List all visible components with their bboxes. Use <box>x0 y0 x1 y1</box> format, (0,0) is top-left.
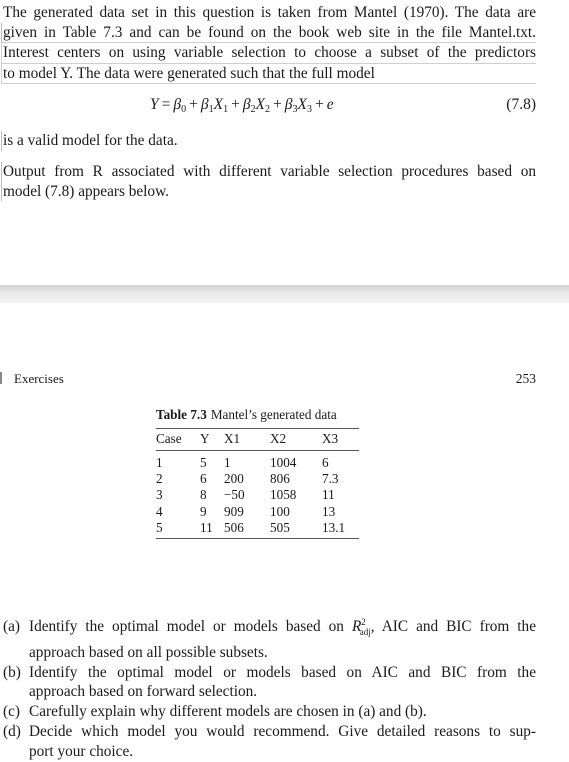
table-label: Table 7.3 <box>156 407 207 422</box>
cell-case: 3 <box>156 487 163 503</box>
question-d-label: (d) <box>3 722 21 740</box>
table-row <box>156 471 359 487</box>
cell-y: 6 <box>200 471 207 487</box>
eq-x2-sub: 2 <box>265 104 271 115</box>
eq-sub3: 3 <box>292 104 298 115</box>
col-header-x1: X1 <box>224 429 270 451</box>
cell-x2: 1058 <box>270 487 297 503</box>
data-table <box>156 428 359 539</box>
question-d <box>3 722 536 762</box>
cell-x2: 100 <box>270 503 290 519</box>
cell-x1: 506 <box>224 520 270 539</box>
mantel-table <box>156 407 359 539</box>
cell-x3: 11 <box>322 487 335 503</box>
cell-x1: −50 <box>224 487 245 503</box>
question-c <box>3 702 536 722</box>
table-caption <box>156 407 359 423</box>
eq-x3-sub: 3 <box>306 104 312 115</box>
intro-paragraph <box>3 3 536 84</box>
col-header-x2: X2 <box>270 429 322 451</box>
cell-x1: 1 <box>224 455 231 470</box>
question-b-text: Identify the optimal model or models based on AIC and BIC from the <box>29 663 536 681</box>
eq-beta1: β <box>200 96 209 113</box>
eq-sub0: 0 <box>181 104 187 115</box>
cell-x3: 6 <box>322 455 329 470</box>
output-paragraph <box>3 162 536 201</box>
eq-x2: X <box>255 96 266 113</box>
cell-x2: 806 <box>270 471 290 487</box>
question-b-line-1 <box>3 663 536 683</box>
cell-x1: 200 <box>224 471 244 487</box>
question-c-text: Carefully explain why different models are chosen in (a) and (b). <box>29 703 427 721</box>
table-row <box>156 451 359 472</box>
table-caption-text: Mantel’s generated data <box>210 407 337 422</box>
cell-x1: 909 <box>224 503 244 519</box>
cell-case: 1 <box>156 455 163 470</box>
page-edge-mark <box>0 372 2 384</box>
cell-x3: 13.1 <box>322 520 359 539</box>
col-header-y: Y <box>200 429 224 451</box>
after-equation-paragraph <box>3 131 536 151</box>
intro-line-1: The generated data set in this question is taken from Mantel (1970). The data are <box>3 4 536 21</box>
model-equation: $Y = \beta_0 + \beta_1X_1 + \beta_2X_2 + \beta_3X_3 + e$ <box>150 96 334 115</box>
question-d-line-1 <box>3 722 536 742</box>
cell-case: 5 <box>156 520 200 539</box>
question-b-label: (b) <box>3 663 21 681</box>
question-b <box>3 663 536 703</box>
question-d-line-2: port your choice. <box>29 742 134 760</box>
cell-y: 5 <box>200 455 207 470</box>
question-a-line-2: approach based on all possible subsets. <box>29 643 268 661</box>
table-row <box>156 487 359 503</box>
table-row <box>156 504 359 520</box>
table-header-row <box>156 429 359 451</box>
eq-x1-sub: 1 <box>223 104 229 115</box>
cell-x3: 13 <box>322 503 336 519</box>
col-header-case: Case <box>156 429 200 451</box>
r-sub: adj <box>359 627 371 637</box>
eq-beta3: β <box>284 96 293 113</box>
eq-error: e <box>326 96 334 113</box>
eq-beta2: β <box>242 96 251 113</box>
question-a-text-pre: Identify the optimal model or models based on <box>29 618 344 635</box>
question-c-label: (c) <box>3 703 20 721</box>
cell-case: 4 <box>156 503 163 519</box>
page-break-divider <box>0 285 569 303</box>
equation-number: (7.8) <box>506 96 536 113</box>
cell-y: 11 <box>200 520 224 539</box>
question-a <box>3 613 536 663</box>
running-head: Exercises <box>14 371 64 386</box>
cell-x3: 7.3 <box>322 471 339 487</box>
eq-sub2: 2 <box>250 104 256 115</box>
question-b-line-2: approach based on forward selection. <box>29 683 258 701</box>
eq-x1: X <box>213 96 224 113</box>
page-number: 253 <box>515 371 536 386</box>
r-symbol: R <box>351 618 362 635</box>
cell-y: 8 <box>200 487 207 503</box>
output-line-2: model (7.8) appears below. <box>1 182 536 202</box>
r-squared-adj-symbol <box>352 618 371 635</box>
output-line-1: Output from R associated with different variable selection procedures based on <box>3 163 536 180</box>
question-a-line-1 <box>3 613 536 643</box>
table-row <box>156 520 359 539</box>
equation-lhs: Y <box>150 96 159 113</box>
exercise-questions <box>3 613 536 762</box>
eq-sub1: 1 <box>208 104 214 115</box>
intro-line-4: to model Y. The data were generated such that the full model <box>1 64 536 85</box>
intro-line-2: given in Table 7.3 and can be found on the book web site in the file Mantel.txt. <box>3 23 536 41</box>
eq-x3: X <box>297 96 307 113</box>
r-sup: 2 <box>361 617 366 627</box>
cell-case: 2 <box>156 471 163 487</box>
cell-x2: 505 <box>270 520 322 539</box>
question-c-line-1 <box>3 702 536 722</box>
col-header-x3: X3 <box>322 429 359 451</box>
eq-beta0: β <box>173 96 182 113</box>
cell-x2: 1004 <box>270 455 297 470</box>
question-a-label: (a) <box>3 618 20 635</box>
cell-y: 9 <box>200 503 207 519</box>
intro-line-3: Interest centers on using variable selection to choose a subset of the predictors <box>1 42 536 64</box>
question-a-text-post: , AIC and BIC from the <box>370 618 536 635</box>
after-equation-text: is a valid model for the data. <box>1 131 536 151</box>
question-d-text: Decide which model you would recommend. Give detailed reasons to sup- <box>29 722 536 740</box>
